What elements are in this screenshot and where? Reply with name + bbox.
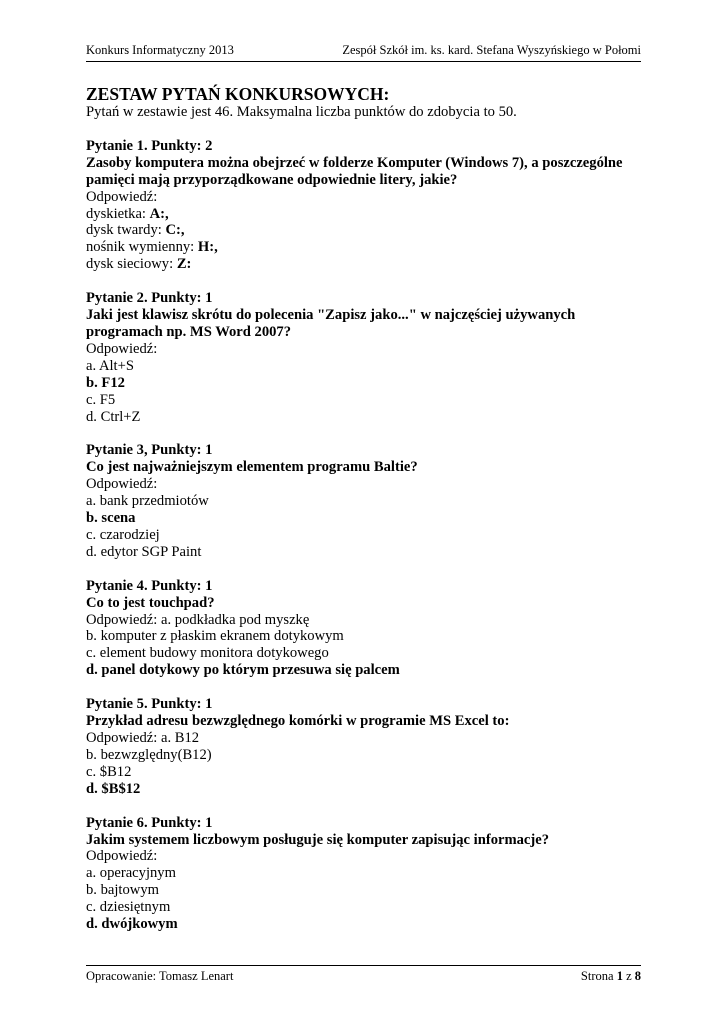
page-number-separator: z [622, 969, 635, 983]
answer-label: Odpowiedź: [86, 188, 158, 205]
page-number-prefix: Strona [580, 969, 617, 983]
answer-option-correct: b. F12 [86, 374, 125, 391]
answer-option: a. podkładka pod myszkę [161, 611, 310, 628]
answer-item [86, 239, 646, 256]
page-number [581, 968, 641, 984]
footer-divider [86, 965, 641, 966]
answer-option: c. dziesiętnym [86, 899, 171, 916]
page-number-total: 8 [634, 969, 641, 983]
question-text: Co to jest touchpad? [86, 594, 215, 611]
answer-option: b. bajtowym [86, 882, 159, 899]
answer-option: a. Alt+S [86, 357, 134, 374]
question-6 [86, 815, 646, 933]
question-heading: Pytanie 1. Punkty: 2 [86, 137, 213, 154]
page-header [86, 42, 641, 58]
answer-option: b. komputer z płaskim ekranem dotykowym [86, 628, 344, 645]
answer-first-line [86, 612, 646, 629]
answer-option-correct: d. $B$12 [86, 780, 141, 797]
header-right-text: Zespół Szkół im. ks. kard. Stefana Wyszyńskiego w Połomi [342, 43, 641, 57]
question-1 [86, 138, 646, 273]
answer-item [86, 206, 646, 223]
header-divider [86, 61, 641, 62]
question-text: Zasoby komputera można obejrzeć w folderze Komputer (Windows 7), a poszczególne pamięci mają przyporządkowane odpowiednie litery, jakie? [86, 154, 623, 188]
question-3 [86, 442, 646, 560]
answer-first-line [86, 730, 646, 747]
document-intro: Pytań w zestawie jest 46. Maksymalna liczba punktów do zdobycia to 50. [86, 104, 517, 120]
document-title: ZESTAW PYTAŃ KONKURSOWYCH: [86, 84, 390, 104]
question-text: Jaki jest klawisz skrótu do polecenia "Zapisz jako..." w najczęściej używanych programach np. MS Word 2007? [86, 307, 576, 340]
question-4 [86, 578, 646, 679]
answer-option: a. operacyjnym [86, 865, 176, 882]
question-5 [86, 696, 646, 797]
answer-item [86, 222, 646, 239]
question-heading: Pytanie 5. Punkty: 1 [86, 696, 213, 713]
answer-label: Odpowiedź: [86, 611, 158, 628]
question-heading: Pytanie 6. Punkty: 1 [86, 814, 213, 831]
answer-option-correct: d. panel dotykowy po którym przesuwa się palcem [86, 662, 400, 679]
question-heading: Pytanie 2. Punkty: 1 [86, 290, 213, 307]
footer-author: Opracowanie: Tomasz Lenart [86, 969, 234, 983]
answer-option: c. F5 [86, 391, 116, 408]
answer-option: c. element budowy monitora dotykowego [86, 645, 329, 662]
question-text: Jakim systemem liczbowym posługuje się komputer zapisując informacje? [86, 831, 550, 848]
answer-option: c. $B12 [86, 763, 132, 780]
answer-option: b. bezwzględny(B12) [86, 746, 212, 763]
answer-option-correct: d. dwójkowym [86, 916, 178, 933]
header-left-text: Konkurs Informatyczny 2013 [86, 43, 234, 57]
answer-item-value: C:, [165, 222, 185, 239]
answer-option-correct: b. scena [86, 510, 136, 527]
answer-label: Odpowiedź: [86, 340, 158, 357]
answer-option: a. bank przedmiotów [86, 493, 209, 510]
answer-option: d. edytor SGP Paint [86, 543, 202, 560]
answer-item-label: dysk sieciowy: [86, 256, 177, 273]
answer-item [86, 256, 646, 273]
answer-option: c. czarodziej [86, 526, 160, 543]
document-body [86, 84, 646, 950]
question-2 [86, 290, 646, 425]
answer-item-label: nośnik wymienny: [86, 239, 198, 256]
answer-label: Odpowiedź: [86, 476, 158, 493]
answer-option: a. B12 [161, 730, 200, 746]
page-number-current: 1 [616, 969, 623, 983]
question-heading: Pytanie 4. Punkty: 1 [86, 577, 213, 594]
answer-label: Odpowiedź: [86, 730, 158, 746]
answer-item-value: H:, [197, 239, 218, 256]
question-text: Co jest najważniejszym elementem programu Baltie? [86, 459, 418, 476]
question-heading: Pytanie 3, Punkty: 1 [86, 442, 213, 459]
answer-option: d. Ctrl+Z [86, 408, 141, 425]
answer-item-value: Z: [176, 256, 192, 273]
answer-item-label: dysk twardy: [86, 222, 166, 239]
answer-item-value: A:, [149, 205, 169, 222]
answer-item-label: dyskietka: [86, 205, 150, 222]
question-text: Przykład adresu bezwzględnego komórki w programie MS Excel to: [86, 713, 510, 730]
page-footer [86, 968, 641, 984]
answer-label: Odpowiedź: [86, 848, 158, 865]
